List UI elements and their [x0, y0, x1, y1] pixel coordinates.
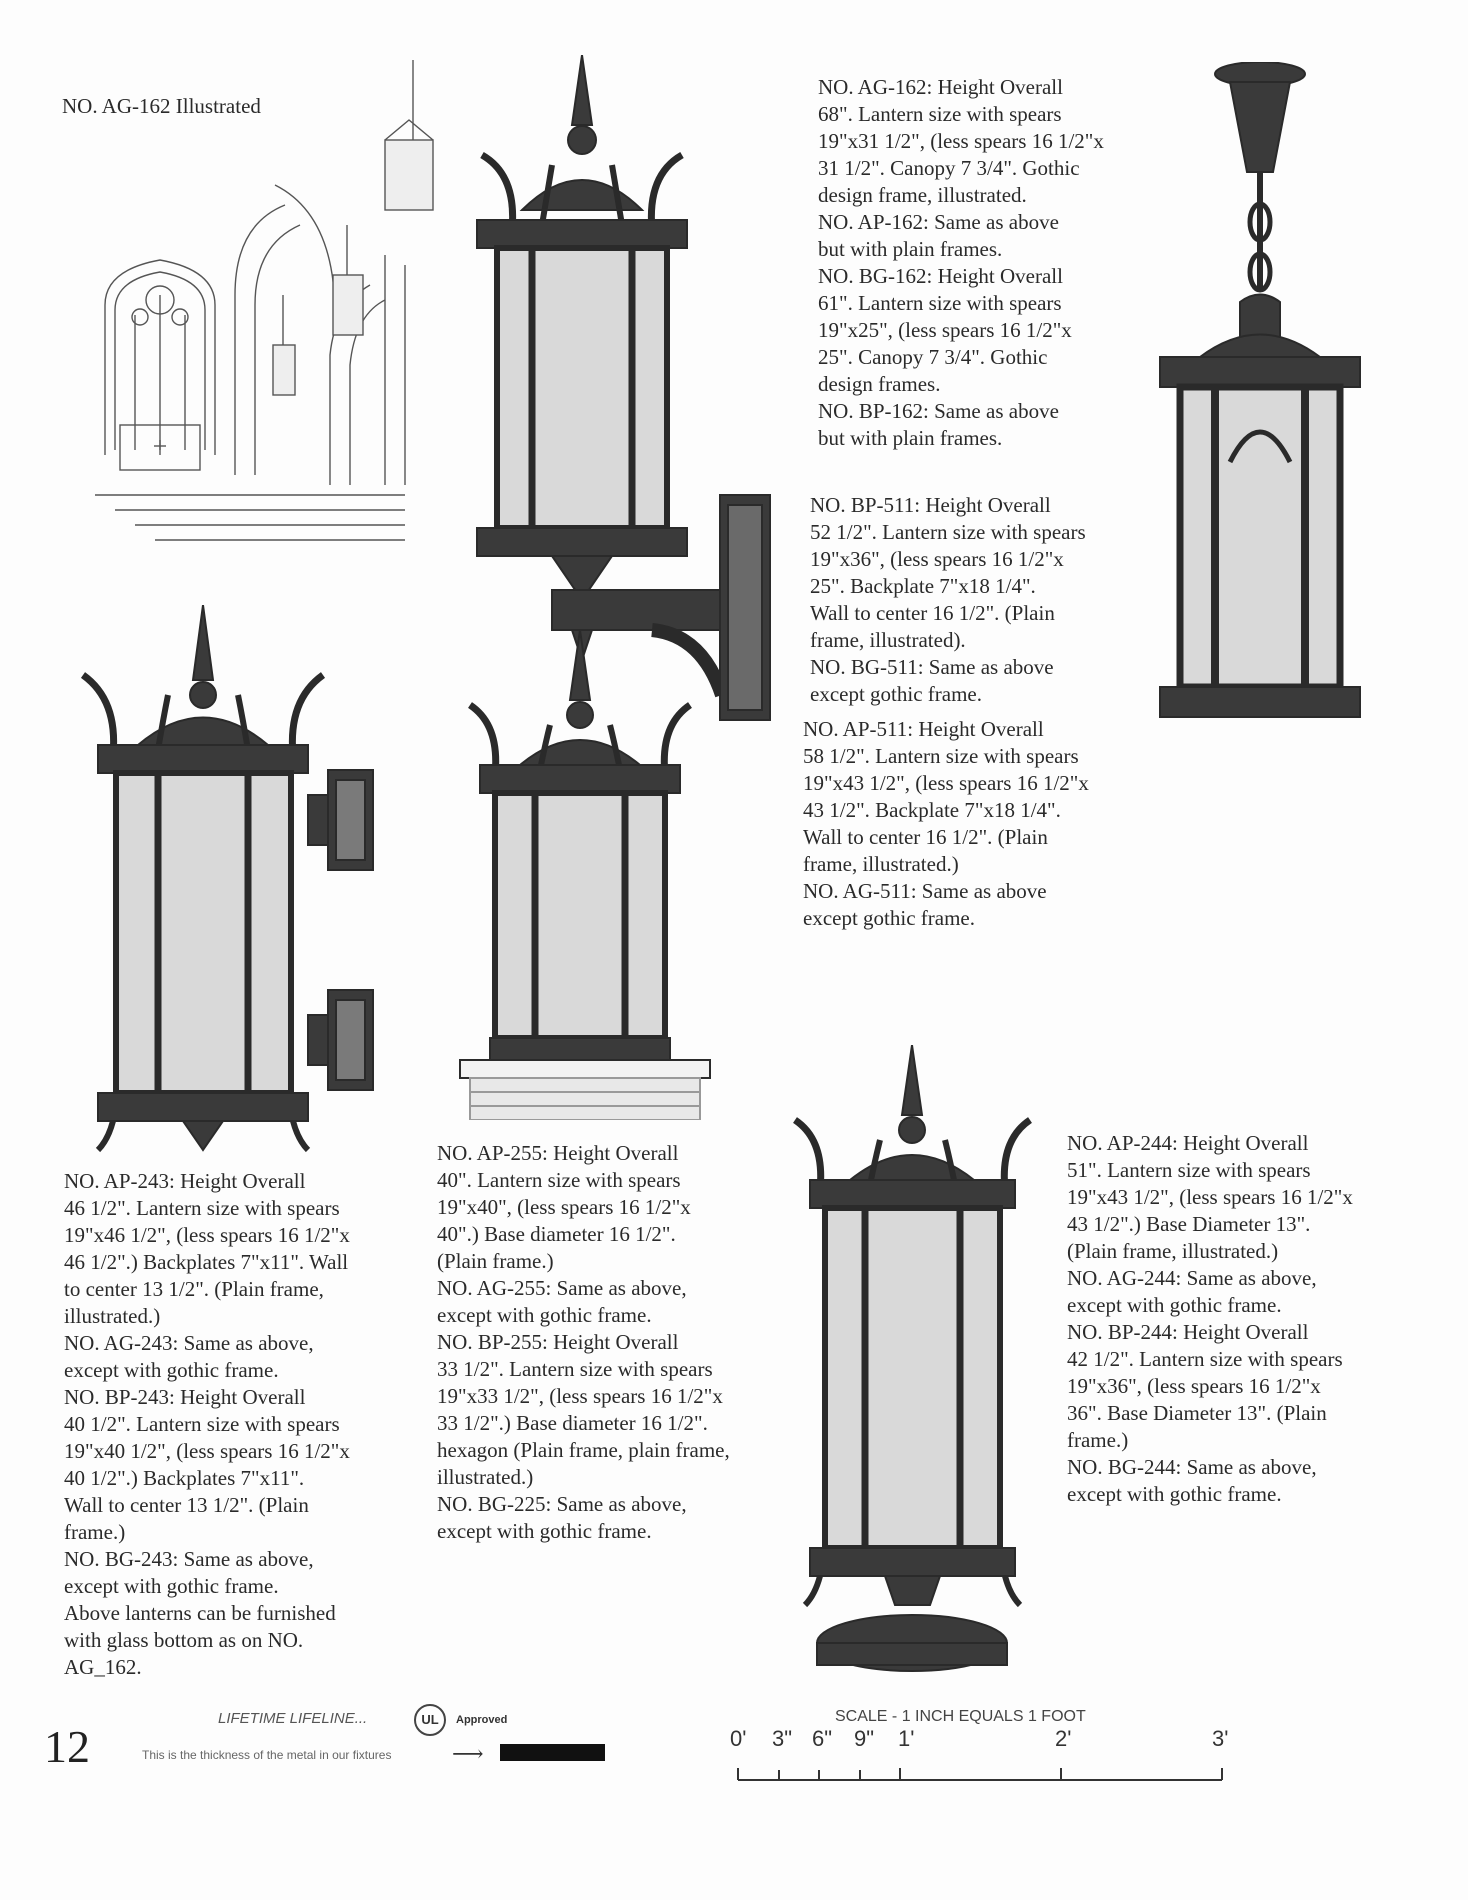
- spec-ap255: NO. AP-255: Height Overall 40". Lantern size with spears 19"x40", (less spears 16 1/2"x 40".) Base diameter 16 1/2". (Plain frame.) NO. AG-255: Same as above, except with gothic frame. NO. BP-255: Height Overall 33 1/2". Lantern size with spears 19"x33 1/2", (less spears 16 1/2"x 33 1/2".) Base diameter 16 1/2". hexagon (Plain frame, plain frame, illustrated.) NO. BG-225: Same as above, except with gothic frame.: [437, 1141, 730, 1543]
- scale-label-6in: 6": [812, 1726, 833, 1751]
- spec-bp511: NO. BP-511: Height Overall 52 1/2". Lantern size with spears 19"x36", (less spears 16 1/2"x 25". Backplate 7"x18 1/4". Wall to center 16 1/2". (Plain frame, illustrated). NO. BG-511: Same as above except gothic frame.: [810, 493, 1086, 706]
- post-top-lantern-illustration: [790, 1045, 1035, 1675]
- ul-mark: UL: [414, 1704, 446, 1736]
- spec-ag162: NO. AG-162: Height Overall 68". Lantern size with spears 19"x31 1/2", (less spears 16 1/2"x 31 1/2". Canopy 7 3/4". Gothic design frame, illustrated. NO. AP-162: Same as above but with plain frames. NO. BG-162: Height Overall 61". Lantern size with spears 19"x25", (less spears 16 1/2"x 25". Canopy 7 3/4". Gothic design frames. NO. BP-162: Same as above but with plain frames.: [818, 75, 1104, 450]
- scale-label-1ft: 1': [898, 1726, 915, 1751]
- ul-approved-badge: [414, 1704, 507, 1736]
- metal-thickness-note: This is the thickness of the metal in our fixtures: [142, 1748, 392, 1762]
- arrow-right-icon: ⟶: [452, 1741, 484, 1766]
- pier-mount-lantern-illustration: [455, 630, 715, 1120]
- page-number: 12: [44, 1721, 90, 1772]
- scale-title: SCALE - 1 INCH EQUALS 1 FOOT: [835, 1708, 1086, 1725]
- scale-label-3in: 3": [772, 1726, 793, 1751]
- lifetime-lifeline-label: LIFETIME LIFELINE...: [218, 1710, 368, 1727]
- scale-label-2ft: 2': [1055, 1726, 1072, 1751]
- scale-label-9in: 9": [854, 1726, 875, 1751]
- scale-ruler: [730, 1758, 1230, 1784]
- spec-ap243: NO. AP-243: Height Overall 46 1/2". Lantern size with spears 19"x46 1/2", (less spears 16 1/2"x 46 1/2".) Backplates 7"x11". Wall to center 13 1/2". (Plain frame, illustrated.) NO. AG-243: Same as above, except with gothic frame. NO. BP-243: Height Overall 40 1/2". Lantern size with spears 19"x40 1/2", (less spears 16 1/2"x 40 1/2".) Backplates 7"x11". Wall to center 13 1/2". (Plain frame.) NO. BG-243: Same as above, except with gothic frame. Above lanterns can be furnished with glass bottom as on NO. AG_162.: [64, 1169, 350, 1679]
- spec-ap244: NO. AP-244: Height Overall 51". Lantern size with spears 19"x43 1/2", (less spears 16 1/2"x 43 1/2".) Base Diameter 13". (Plain frame, illustrated.) NO. AG-244: Same as above, except with gothic frame. NO. BP-244: Height Overall 42 1/2". Lantern size with spears 19"x36", (less spears 16 1/2"x 36". Base Diameter 13". (Plain frame.) NO. BG-244: Same as above, except with gothic frame.: [1067, 1131, 1353, 1506]
- church-interior-sketch: [85, 55, 435, 575]
- spec-ap511: NO. AP-511: Height Overall 58 1/2". Lantern size with spears 19"x43 1/2", (less spears 16 1/2"x 43 1/2". Backplate 7"x18 1/4". Wall to center 16 1/2". (Plain frame, illustrated.) NO. AG-511: Same as above except gothic frame.: [803, 717, 1089, 930]
- illustration-caption: NO. AG-162 Illustrated: [62, 94, 261, 118]
- wall-bracket-lantern-illustration: [472, 55, 782, 725]
- approved-label: Approved: [456, 1714, 508, 1727]
- double-backplate-wall-lantern-illustration: [78, 605, 378, 1155]
- scale-label-0: 0': [730, 1726, 747, 1751]
- hanging-pendant-lantern-illustration: [1155, 62, 1365, 727]
- metal-thickness-bar: [500, 1744, 605, 1761]
- scale-label-3ft: 3': [1212, 1726, 1229, 1751]
